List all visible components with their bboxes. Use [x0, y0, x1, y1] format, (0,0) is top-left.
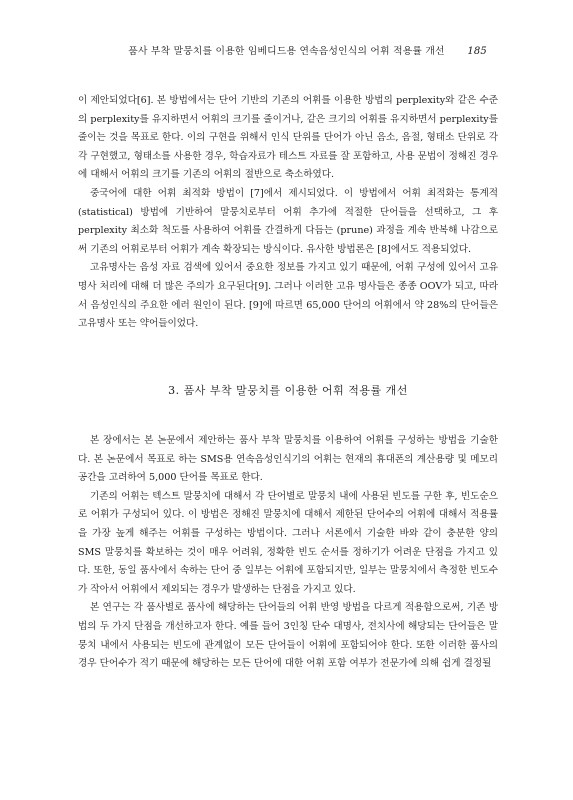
running-header-title: 품사 부착 말뭉치를 이용한 임베디드용 연속음성인식의 어휘 적용률 개선 [128, 46, 445, 57]
paragraph: 이 제안되었다[6]. 본 방법에서는 단어 기반의 기존의 어휘를 이용한 방법의 perplexity와 같은 수준의 perplexity를 유지하면서 어휘의 크기를 줄이거나, 같은 크기의 어휘를 유지하면서 perplexity를 줄이는 것을 목표로 한다. 이의 구현을 위해서 인식 단위를 단어가 아닌 음소, 음절, 형태소 단위로 각각 구현했고, 형태소를 사용한 경우, 학습자료가 테스트 자료를 잘 포함하고, 사용 문법이 정해진 경우에 대해서 어휘의 크기를 기존의 어휘의 절반으로 축소하였다. [78, 95, 498, 181]
paragraph: 중국어에 대한 어휘 최적화 방법이 [7]에서 제시되었다. 이 방법에서 어휘 최적화는 통계적(statistical) 방법에 기반하여 말뭉치로부터 어휘 추가에 적절한 단어들을 선택하고, 그 후 perplexity 최소화 척도를 사용하여 어휘를 간결하게 다듬는 (prune) 과정을 계속 반복해 나감으로써 기존의 어휘로부터 어휘가 계속 확장되는 방식이다. 유사한 방법론은 [8]에서도 적용되었다. [78, 187, 498, 255]
paragraph: 본 장에서는 본 논문에서 제안하는 품사 부착 말뭉치를 이용하여 어휘를 구성하는 방법을 기술한다. 본 논문에서 목표로 하는 SMS용 연속음성인식기의 어휘는 현재의 휴대폰의 계산용량 및 메모리 공간을 고려하여 5,000 단어를 목표로 한다. [78, 435, 498, 484]
running-header [0, 44, 573, 60]
paragraph: 본 연구는 각 품사별로 품사에 해당하는 단어들의 어휘 반영 방법을 다르게 적용함으로써, 기존 방법의 두 가지 단점을 개선하고자 한다. 예를 들어 3인칭 단수 대명사, 전치사에 해당되는 단어들은 말뭉치 내에서 사용되는 빈도에 관계없이 모든 단어들이 어휘에 포함되어야 한다. 또한 이러한 품사의 경우 단어수가 적기 때문에 해당하는 모든 단어에 대한 어휘 포함 여부가 전문가에 의해 쉽게 결정될 [78, 602, 498, 670]
section-heading: 3. 품사 부착 말뭉치를 이용한 어휘 적용률 개선 [168, 384, 408, 397]
body-text-bottom [78, 432, 498, 674]
body-text-top [78, 92, 498, 334]
paragraph: 고유명사는 음성 자료 검색에 있어서 중요한 정보를 가지고 있기 때문에, 어휘 구성에 있어서 고유명사 처리에 대해 더 많은 주의가 요구된다[9]. 그러나 이러한 고유 명사들은 종종 OOV가 되고, 따라서 음성인식의 주요한 에러 원인이 된다. [9]에 따르면 65,000 단어의 어휘에서 약 28%의 단어들은 고유명사 또는 약어들이었다. [78, 262, 498, 330]
page-number: 185 [467, 46, 487, 57]
paragraph: 기존의 어휘는 텍스트 말뭉치에 대해서 각 단어별로 말뭉치 내에 사용된 빈도를 구한 후, 빈도순으로 어휘가 구성되어 있다. 이 방법은 정해진 말뭉치에 대해서 제한된 단어수의 어휘에 대해서 적용률을 가장 높게 해주는 어휘를 구성하는 방법이다. 그러나 서론에서 기술한 바와 같이 충분한 양의 SMS 말뭉치를 확보하는 것이 매우 어려워, 정확한 빈도 순서를 정하기가 어려운 단점을 가지고 있다. 또한, 동일 품사에서 속하는 단어 중 일부는 어휘에 포함되지만, 일부는 말뭉치에서 측정한 빈도수가 작아서 어휘에서 제외되는 경우가 발생하는 단점을 가지고 있다. [78, 490, 498, 595]
